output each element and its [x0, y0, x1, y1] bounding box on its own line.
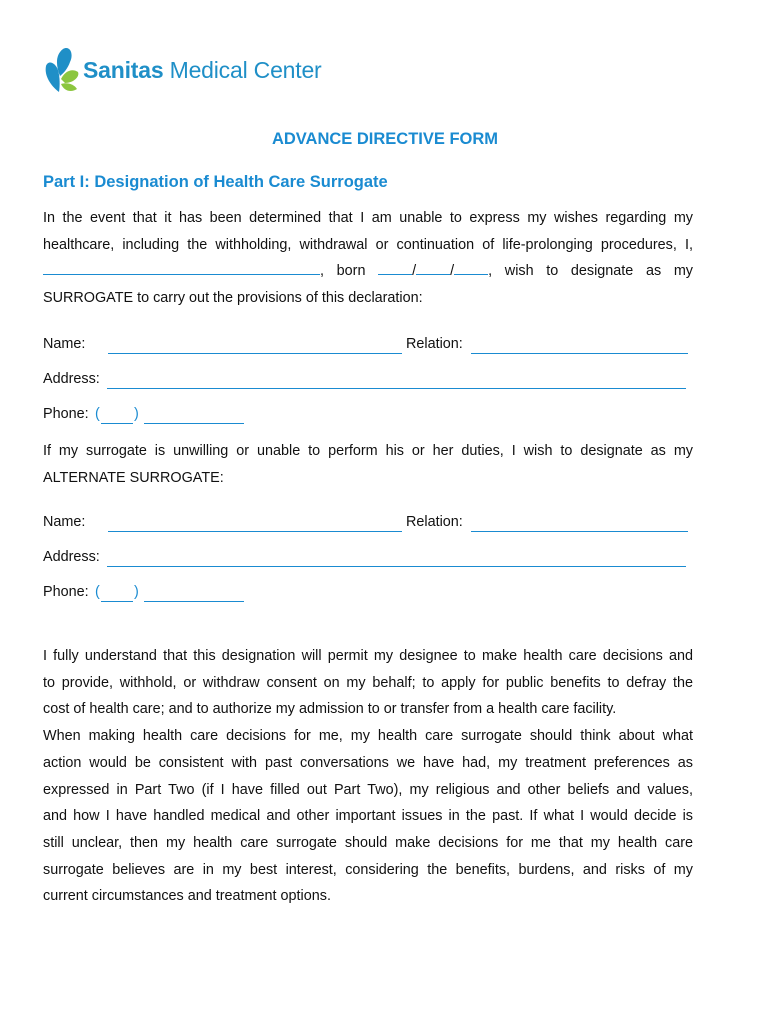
date-slash-2: / [450, 263, 455, 280]
understanding-line: action would be consistent with past conversations we have had, my treatment preferences as [43, 754, 693, 771]
birth-month-field[interactable] [378, 260, 412, 275]
surrogate-area-open: ( [95, 406, 100, 422]
comma-born-text: , born [320, 263, 366, 280]
understanding-line: surrogate believes are in my best interest, considering the benefits, burdens, and risks of my [43, 861, 693, 878]
understanding-paragraph [43, 643, 693, 910]
declarant-name-field[interactable] [43, 260, 320, 275]
understanding-line: I fully understand that this designation will permit my designee to make health care decisions and [43, 648, 693, 664]
surrogate-relation-field[interactable] [471, 353, 688, 354]
intro-line-2: healthcare, including the withholding, withdrawal or continuation of life-prolonging procedures, I, [43, 236, 693, 253]
wish-to-text: , wish to designate as my [488, 263, 694, 280]
birth-year-field[interactable] [454, 260, 488, 275]
surrogate-relation-label: Relation: [406, 336, 463, 352]
alternate-relation-field[interactable] [471, 531, 688, 532]
sanitas-logo [41, 46, 341, 94]
alternate-address-field[interactable] [107, 566, 686, 567]
understanding-line: cost of health care; and to authorize my admission to or transfer from a health care facility. [43, 701, 617, 718]
alternate-name-field[interactable] [108, 531, 402, 532]
alternate-relation-label: Relation: [406, 514, 463, 530]
document-title: ADVANCE DIRECTIVE FORM [271, 130, 499, 148]
logo-wordmark [83, 57, 322, 84]
understanding-line: still unclear, then my health care surrogate should make decisions for me that my health care [43, 834, 693, 851]
alternate-phone-label: Phone: [43, 584, 89, 600]
surrogate-name-label: Name: [43, 336, 86, 352]
surrogate-address-label: Address: [43, 371, 100, 387]
alternate-area-code-field[interactable] [101, 601, 133, 602]
understanding-line: When making health care decisions for me, my health care surrogate should think about what [43, 728, 693, 745]
surrogate-phone-label: Phone: [43, 406, 89, 422]
butterfly-icon [41, 46, 81, 94]
surrogate-phone-field[interactable] [144, 423, 244, 424]
understanding-line: and how I have handled medical and other important issues in the past. If what I would decide is [43, 808, 693, 825]
birth-day-field[interactable] [416, 260, 450, 275]
surrogate-area-close: ) [134, 406, 139, 422]
intro-line-1: In the event that it has been determined that I am unable to express my wishes regarding my [43, 210, 693, 226]
alternate-address-label: Address: [43, 549, 100, 565]
intro-line-4: SURROGATE to carry out the provisions of this declaration: [43, 290, 423, 307]
understanding-line: current circumstances and treatment options. [43, 888, 331, 905]
surrogate-area-code-field[interactable] [101, 423, 133, 424]
intro-paragraph [43, 205, 693, 312]
alternate-area-close: ) [134, 584, 139, 600]
intro-line-3 [43, 258, 693, 285]
alternate-name-label: Name: [43, 514, 86, 530]
alternate-phone-field[interactable] [144, 601, 244, 602]
alternate-intro-line-1: If my surrogate is unwilling or unable to perform his or her duties, I wish to designate as my [43, 443, 693, 459]
date-slash-1: / [412, 263, 417, 280]
logo-brand: Sanitas [83, 57, 164, 83]
understanding-line: expressed in Part Two (if I have filled out Part Two), my religious and other beliefs and values, [43, 781, 693, 798]
understanding-line: to provide, withhold, or withdraw consent on my behalf; to apply for public benefits to defray the [43, 674, 693, 691]
alternate-intro-paragraph [43, 438, 693, 491]
surrogate-address-field[interactable] [107, 388, 686, 389]
surrogate-name-field[interactable] [108, 353, 402, 354]
logo-suffix: Medical Center [169, 57, 322, 83]
alternate-area-open: ( [95, 584, 100, 600]
alternate-intro-line-2: ALTERNATE SURROGATE: [43, 469, 224, 486]
part1-title: Part I: Designation of Health Care Surrogate [43, 173, 388, 191]
